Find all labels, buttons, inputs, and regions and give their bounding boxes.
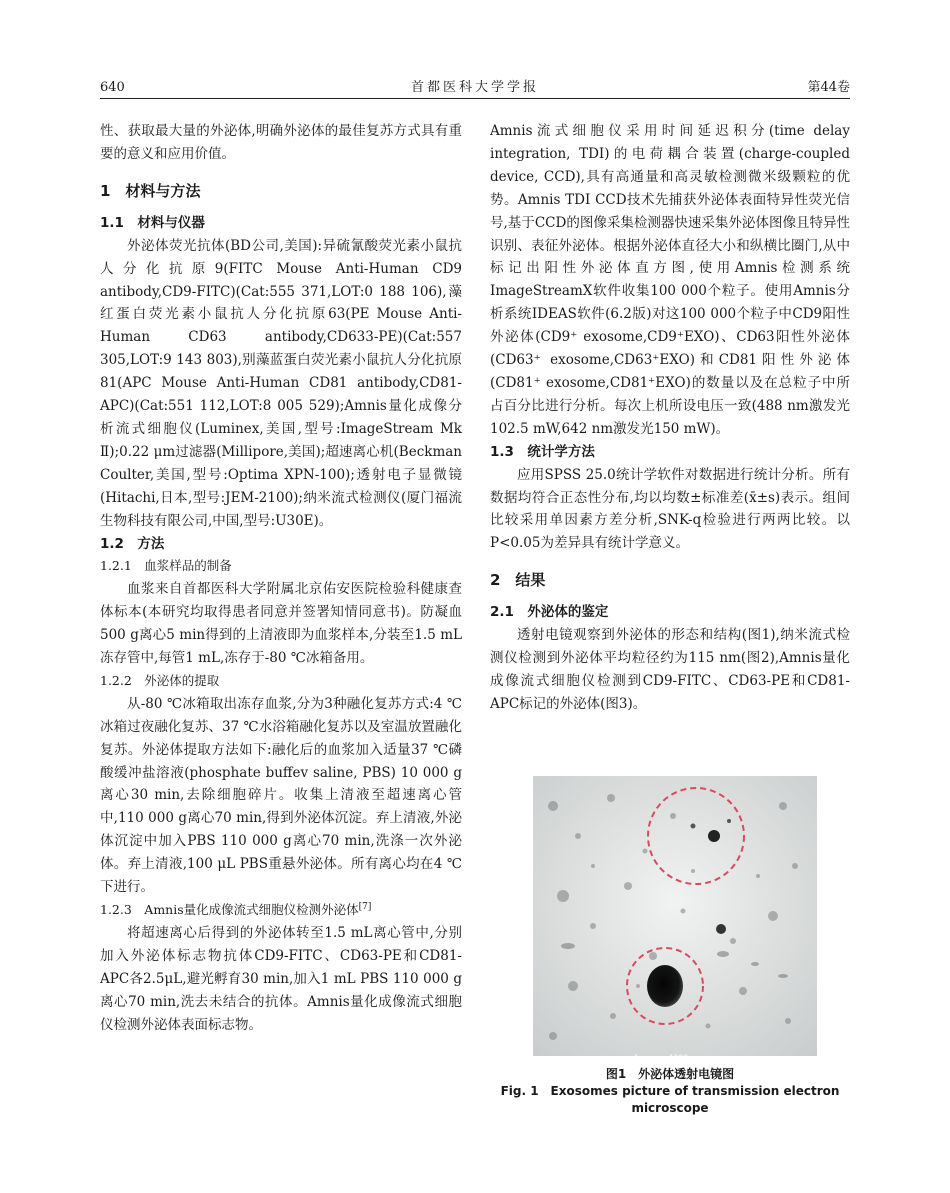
tem-micrograph xyxy=(533,776,817,1056)
exosome-extraction-paragraph: 从-80 ℃冰箱取出冻存血浆,分为3种融化复苏方式:4 ℃冰箱过夜融化复苏、37 ℃水浴箱融化复苏以及室温放置融化复苏。外泌体提取方法如下:融化后的血浆加入适量37 ℃磷酸缓冲盐溶液(phosphate buffev saline, PBS) 10 000 g离心30 min,去除细胞碎片。收集上清液至超速离心管中,110 000 g离心70 min,得到外泌体沉淀。弃上清液,外泌体沉淀中加入PBS 110 000 g离心70 min,洗涤一次外泌体。弃上清液,100 μL PBS重悬外泌体。所有离心均在4 ℃下进行。 xyxy=(100,695,462,896)
plasma-prep-paragraph: 血浆来自首都医科大学附属北京佑安医院检验科健康查体标本(本研究均取得患者同意并签署知情同意书)。防凝血500 g离心5 min得到的上清液即为血浆样本,分装至1.5 mL冻存管中,每管1 mL,冻存于-80 ℃冰箱备用。 xyxy=(100,581,462,667)
left-column xyxy=(100,120,462,1036)
section-2-1-heading: 2.1 外泌体的鉴定 xyxy=(490,604,609,621)
amnis-detection-paragraph: 将超速离心后得到的外泌体转至1.5 mL离心管中,分别加入外泌体标志物抗体CD9-FITC、CD63-PE和CD81-APC各2.5μL,避光孵育30 min,加入1 mL PBS 110 000 g离心70 min,洗去未结合的抗体。Amnis量化成像流式细胞仪检测外泌体表面标志物。 xyxy=(100,924,462,1033)
citation-ref: [7] xyxy=(358,901,372,912)
scale-bar xyxy=(536,1047,716,1062)
running-header xyxy=(100,76,850,99)
scale-bar-graphic xyxy=(536,1052,716,1062)
section-1-1-heading: 1.1 材料与仪器 xyxy=(100,214,205,231)
section-2-heading: 2 结果 xyxy=(490,571,546,590)
page-number: 640 xyxy=(100,80,125,95)
volume-label: 第44卷 xyxy=(807,80,850,95)
caption-english: Fig. 1 Exosomes picture of transmission electron microscope xyxy=(500,1084,840,1115)
section-1-2-2-heading: 1.2.2 外泌体的提取 xyxy=(100,672,220,688)
identification-paragraph: 透射电镜观察到外泌体的形态和结构(图1),纳米流式检测仪检测到外泌体平均粒径约为115 nm(图2),Amnis量化成像流式细胞仪检测到CD9-FITC、CD63-PE和CD81-APC标记的外泌体(图3)。 xyxy=(490,627,850,712)
section-1-2-1-heading: 1.2.1 血浆样品的制备 xyxy=(100,558,232,574)
journal-title: 首都医科大学学报 xyxy=(410,80,539,95)
statistics-paragraph: 应用SPSS 25.0统计学软件对数据进行统计分析。所有数据均符合正态性分布,均以均数±标准差(x̄±s)表示。组间比较采用单因素方差分析,SNK-q检验进行两两比较。以P<0.05为差异具有统计学意义。 xyxy=(490,466,850,552)
intro-paragraph: 性、获取最大量的外泌体,明确外泌体的最佳复苏方式具有重要的意义和应用价值。 xyxy=(100,123,462,162)
section-1-heading: 1 材料与方法 xyxy=(100,181,201,200)
materials-paragraph: 外泌体荧光抗体(BD公司,美国):异硫氰酸荧光素小鼠抗人分化抗原9(FITC Mouse Anti-Human CD9 antibody,CD9-FITC)(Cat:555 371,LOT:0 188 106),藻红蛋白荧光素小鼠抗人分化抗原63(PE Mouse Anti-Human CD63 antibody,CD633-PE)(Cat:557 305,LOT:9 143 803),别藻蓝蛋白荧光素小鼠抗人分化抗原81(APC Mouse Anti-Human CD81 antibody,CD81-APC)(Cat:551 112,LOT:8 005 529);Amnis量化成像分析流式细胞仪(Luminex,美国,型号:ImageStream Mk Ⅱ);0.22 μm过滤器(Millipore,美国);超速离心机(Beckman Coulter,美国,型号:Optima XPN-100);透射电子显微镜(Hitachi,日本,型号:JEM-2100);纳米流式检测仪(厦门福流生物科技有限公司,中国,型号:U30E)。 xyxy=(100,237,462,529)
section-1-2-heading: 1.2 方法 xyxy=(100,535,165,552)
figure-caption xyxy=(490,1066,850,1117)
amnis-method-paragraph: Amnis流式细胞仪采用时间延迟积分(time delay integration, TDI)的电荷耦合装置(charge-coupled device, CCD),具有高通量和高灵敏检测微米级颗粒的优势。Amnis TDI CCD技术先捕获外泌体表面特异性荧光信号,基于CCD的图像采集检测器快速采集外泌体图像且特异性识别、表征外泌体。根据外泌体直径大小和纵横比圈门,从中标记出阳性外泌体直方图,使用Amnis检测系统ImageStreamX软件收集100 000个粒子。使用Amnis分析系统IDEAS软件(6.2版)对这100 000个粒子中CD9阳性外泌体(CD9⁺ exosome,CD9⁺EXO)、CD63阳性外泌体(CD63⁺ exosome,CD63⁺EXO)和CD81阳性外泌体(CD81⁺ exosome,CD81⁺EXO)的数量以及在总粒子中所占百分比进行分析。每次上机所设电压一致(488 nm激发光102.5 mW,642 nm激发光150 mW)。 xyxy=(490,123,850,437)
tem-image xyxy=(533,776,817,1056)
section-1-3-heading: 1.3 统计学方法 xyxy=(490,443,595,460)
right-column xyxy=(490,120,850,716)
scale-bar-label: 200 nm xyxy=(673,1053,704,1062)
section-1-2-3-heading xyxy=(100,899,462,922)
caption-chinese: 图1 外泌体透射电镜图 xyxy=(605,1067,735,1081)
section-1-2-3-title: 1.2.3 Amnis量化成像流式细胞仪检测外泌体 xyxy=(100,902,359,917)
